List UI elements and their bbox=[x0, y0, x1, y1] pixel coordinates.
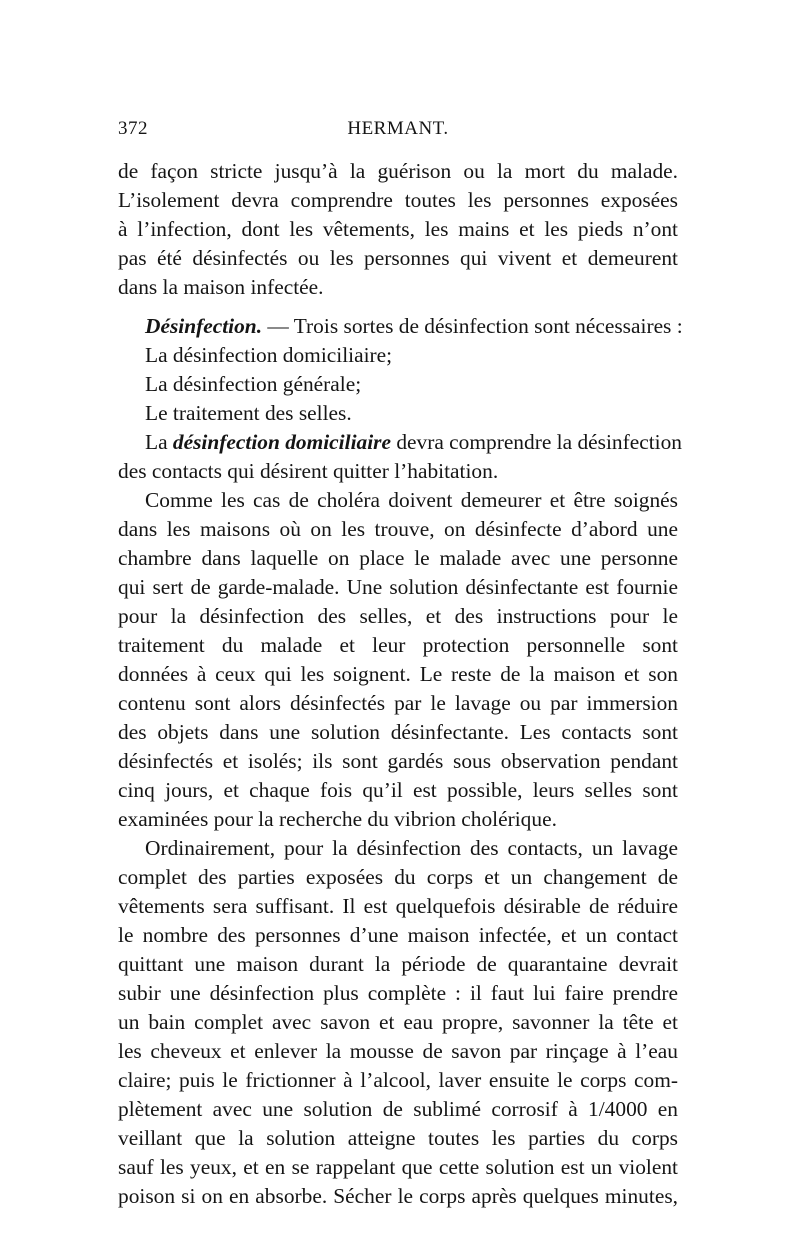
text-line: complet des parties exposées du corps et un changement de bbox=[118, 865, 678, 889]
text-line: quittant une maison durant la période de quarantaine devrait bbox=[118, 952, 678, 976]
text-line: veillant que la solution atteigne toutes les parties du corps bbox=[118, 1126, 678, 1150]
text-line: pas été désinfectés ou les personnes qui vivent et demeurent bbox=[118, 246, 678, 270]
page-number: 372 bbox=[118, 118, 148, 139]
text-line: pour la désinfection des selles, et des instructions pour le bbox=[118, 604, 678, 628]
text-line: sauf les yeux, et en se rappelant que cette solution est un violent bbox=[118, 1155, 678, 1179]
text-line: traitement du malade et leur protection personnelle sont bbox=[118, 633, 678, 657]
text-line-heading bbox=[145, 311, 683, 341]
text-line: Comme les cas de choléra doivent demeurer et être soignés bbox=[145, 488, 678, 512]
text-line: qui sert de garde-malade. Une solution désinfectante est fournie bbox=[118, 575, 678, 599]
text-line: dans la maison infectée. bbox=[118, 275, 324, 299]
text-line: le nombre des personnes d’une maison infectée, et un contact bbox=[118, 923, 678, 947]
text-line: données à ceux qui les soignent. Le reste de la maison et son bbox=[118, 662, 678, 686]
text-line: L’isolement devra comprendre toutes les personnes exposées bbox=[118, 188, 678, 212]
text-line: à l’infection, dont les vêtements, les mains et les pieds n’ont bbox=[118, 217, 678, 241]
running-title: HERMANT. bbox=[347, 118, 449, 139]
text-line: désinfectés et isolés; ils sont gardés sous observation pendant bbox=[118, 749, 678, 773]
text-line: poison si on en absorbe. Sécher le corps après quelques minutes, bbox=[118, 1184, 678, 1208]
text-line: La désinfection générale; bbox=[145, 372, 362, 396]
text-line: La désinfection domiciliaire; bbox=[145, 343, 393, 367]
text-line: plètement avec une solution de sublimé corrosif à 1/4000 en bbox=[118, 1097, 678, 1121]
text-line: des objets dans une solution désinfectante. Les contacts sont bbox=[118, 720, 678, 744]
text-line: vêtements sera suffisant. Il est quelquefois désirable de réduire bbox=[118, 894, 678, 918]
text-span: La bbox=[145, 430, 173, 454]
text-line: chambre dans laquelle on place le malade avec une personne bbox=[118, 546, 678, 570]
text-line: les cheveux et enlever la mousse de savon par rinçage à l’eau bbox=[118, 1039, 678, 1063]
text-span: devra comprendre la désinfection bbox=[390, 430, 682, 454]
text-line: Ordinairement, pour la désinfection des contacts, un lavage bbox=[145, 836, 678, 860]
running-head bbox=[118, 118, 678, 142]
text-line: un bain complet avec savon et eau propre, savonner la tête et bbox=[118, 1010, 678, 1034]
text-line bbox=[145, 427, 682, 457]
text-line: de façon stricte jusqu’à la guérison ou la mort du malade. bbox=[118, 159, 678, 183]
text-line: Le traitement des selles. bbox=[145, 401, 352, 425]
text-line: examinées pour la recherche du vibrion cholérique. bbox=[118, 807, 557, 831]
text-line: dans les maisons où on les trouve, on désinfecte d’abord une bbox=[118, 517, 678, 541]
text-line: claire; puis le frictionner à l’alcool, laver ensuite le corps com- bbox=[118, 1068, 678, 1092]
text-line: contenu sont alors désinfectés par le lavage ou par immersion bbox=[118, 691, 678, 715]
section-heading-desinfection: Désinfection. bbox=[145, 314, 263, 338]
text-span: — Trois sortes de désinfection sont nécessaires : bbox=[262, 314, 683, 338]
text-line: des contacts qui désirent quitter l’habitation. bbox=[118, 459, 499, 483]
text-line: cinq jours, et chaque fois qu’il est possible, leurs selles sont bbox=[118, 778, 678, 802]
emphasis-desinfection-domiciliaire: désinfection domiciliaire bbox=[172, 430, 391, 454]
text-line: subir une désinfection plus complète : il faut lui faire prendre bbox=[118, 981, 678, 1005]
